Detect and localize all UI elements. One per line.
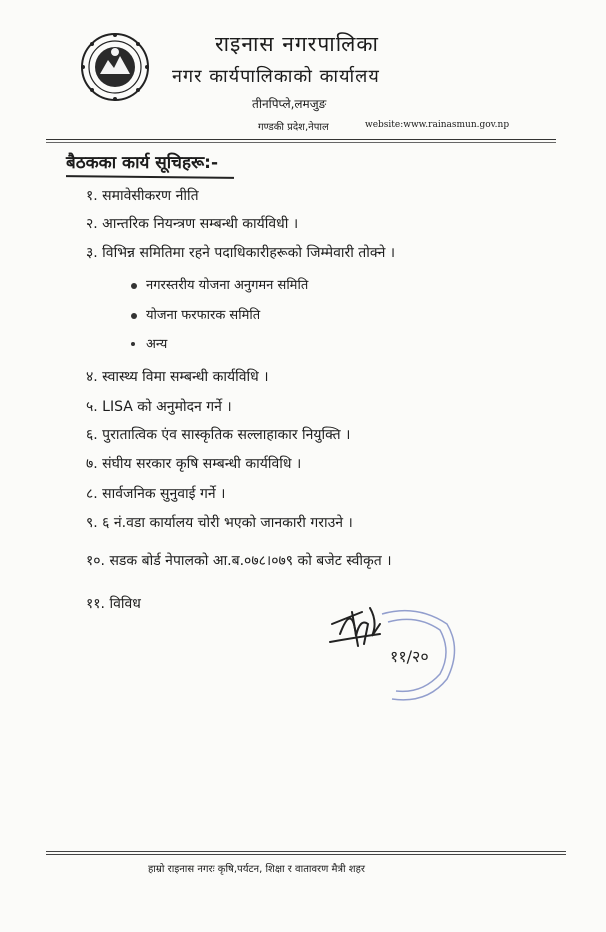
org-title: राइनास नगरपालिका: [215, 32, 379, 56]
agenda-item-1: १. समावेसीकरण नीति: [86, 188, 199, 204]
sub-item-2: योजना फरफारक समिति: [146, 308, 261, 323]
org-subtitle: नगर कार्यपालिकाको कार्यालय: [172, 66, 380, 87]
heading-underline: [66, 175, 234, 179]
org-website: website:www.rainasmun.gov.np: [365, 120, 510, 130]
agenda-item-6: ६. पुरातात्विक एंव सास्कृतिक सल्लाहाकार नियुक्ति ।: [86, 427, 351, 443]
agenda-item-3: ३. विभिन्न समितिमा रहने पदाधिकारीहरूको जिम्मेवारी तोक्ने ।: [86, 245, 396, 261]
footer-divider: [46, 851, 566, 852]
agenda-heading: बैठकका कार्य सूचिहरू:-: [66, 153, 219, 173]
sub-item-3: अन्य: [146, 337, 168, 352]
agenda-item-11: ११. विविध: [86, 596, 141, 612]
bullet-icon: [131, 283, 137, 289]
agenda-item-4: ४. स्वास्थ्य विमा सम्बन्धी कार्यविधि ।: [86, 369, 269, 385]
agenda-item-5: ५. LISA को अनुमोदन गर्ने ।: [86, 399, 232, 415]
header-divider: [46, 139, 556, 140]
agenda-item-8: ८. सार्वजनिक सुनुवाई गर्ने ।: [86, 486, 226, 502]
footer-tagline: हाम्रो राइनास नगरः कृषि,पर्यटन, शिक्षा र वातावरण मैत्री शहर: [148, 864, 366, 875]
agenda-item-2: २. आन्तरिक नियन्त्रण सम्बन्धी कार्यविधी ।: [86, 216, 299, 232]
footer-divider-secondary: [46, 854, 566, 855]
signature-stamp: [322, 594, 472, 724]
municipality-emblem-icon: [80, 32, 150, 102]
agenda-item-10: १०. सडक बोर्ड नेपालको आ.ब.०७८।०७९ को बजेट स्वीकृत ।: [86, 553, 392, 569]
sub-item-1: नगरस्तरीय योजना अनुगमन समिति: [146, 278, 309, 293]
bullet-icon: [131, 342, 135, 346]
signature-date: ११/२०: [390, 647, 429, 666]
agenda-item-7: ७. संघीय सरकार कृषि सम्बन्धी कार्यविधि ।: [86, 456, 302, 472]
agenda-item-9: ९. ६ नं.वडा कार्यालय चोरी भएको जानकारी गराउने ।: [86, 515, 353, 531]
bullet-icon: [131, 313, 137, 319]
header-divider-secondary: [46, 142, 556, 143]
org-address: तीनपिप्ले,लमजुङ: [252, 97, 327, 111]
org-province: गण्डकी प्रदेश,नेपाल: [258, 122, 329, 133]
